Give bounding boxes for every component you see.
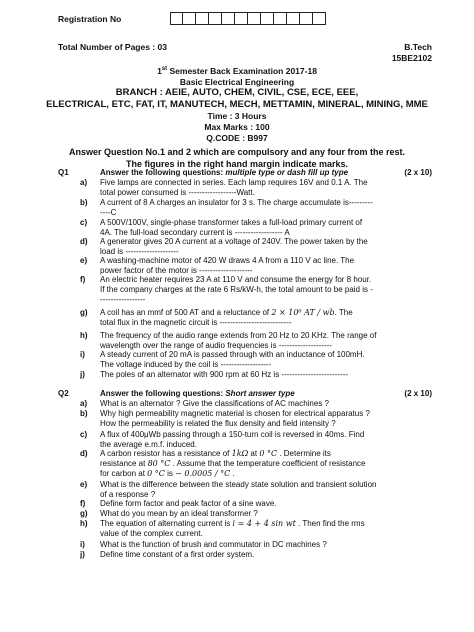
current-equation: i = 4 + 4 sin wt	[232, 519, 296, 528]
temperature-0c-b: 0 °C	[147, 469, 165, 478]
registration-number-boxes[interactable]	[170, 12, 326, 25]
reluctance-formula: 2 × 10⁶ AT / wb	[271, 308, 335, 317]
instruction-1: Answer Question No.1 and 2 which are compulsory and any four from the rest.	[68, 147, 406, 157]
q2-title: Answer the following questions: Short answer type	[100, 389, 295, 398]
temperature-coefficient: − 0.0005 / °C	[175, 469, 231, 478]
subject-title: Basic Electrical Engineering	[179, 77, 295, 87]
q1-number: Q1	[58, 168, 69, 177]
subject-code: 15BE2102	[391, 53, 432, 63]
q1-title: Answer the following questions: multiple type or dash fill up type	[100, 168, 349, 177]
resistance-value: 1kΩ	[231, 449, 249, 458]
branch-line-2: ELECTRICAL, ETC, FAT, IT, MANUTECH, MECH, METTAMIN, MINERAL, MINING, MME	[46, 99, 428, 110]
branch-line-1: BRANCH : AEIE, AUTO, CHEM, CIVIL, CSE, ECE, EEE,	[115, 87, 359, 98]
q2-marks: (2 x 10)	[404, 389, 432, 398]
q2-number: Q2	[58, 389, 69, 398]
registration-label: Registration No	[58, 14, 122, 24]
temperature-80c: 80 °C	[147, 459, 171, 468]
exam-time: Time : 3 Hours	[207, 111, 267, 121]
instruction-2: The figures in the right hand margin indicate marks.	[125, 159, 349, 169]
exam-max-marks: Max Marks : 100	[204, 122, 270, 132]
program-name: B.Tech	[404, 42, 432, 52]
q1-marks: (2 x 10)	[404, 168, 432, 177]
question-code: Q.CODE : B997	[206, 133, 268, 143]
total-pages: Total Number of Pages : 03	[58, 42, 167, 52]
exam-title: 1st Semester Back Examination 2017-18	[157, 66, 317, 76]
temperature-0c: 0 °C	[259, 449, 278, 458]
